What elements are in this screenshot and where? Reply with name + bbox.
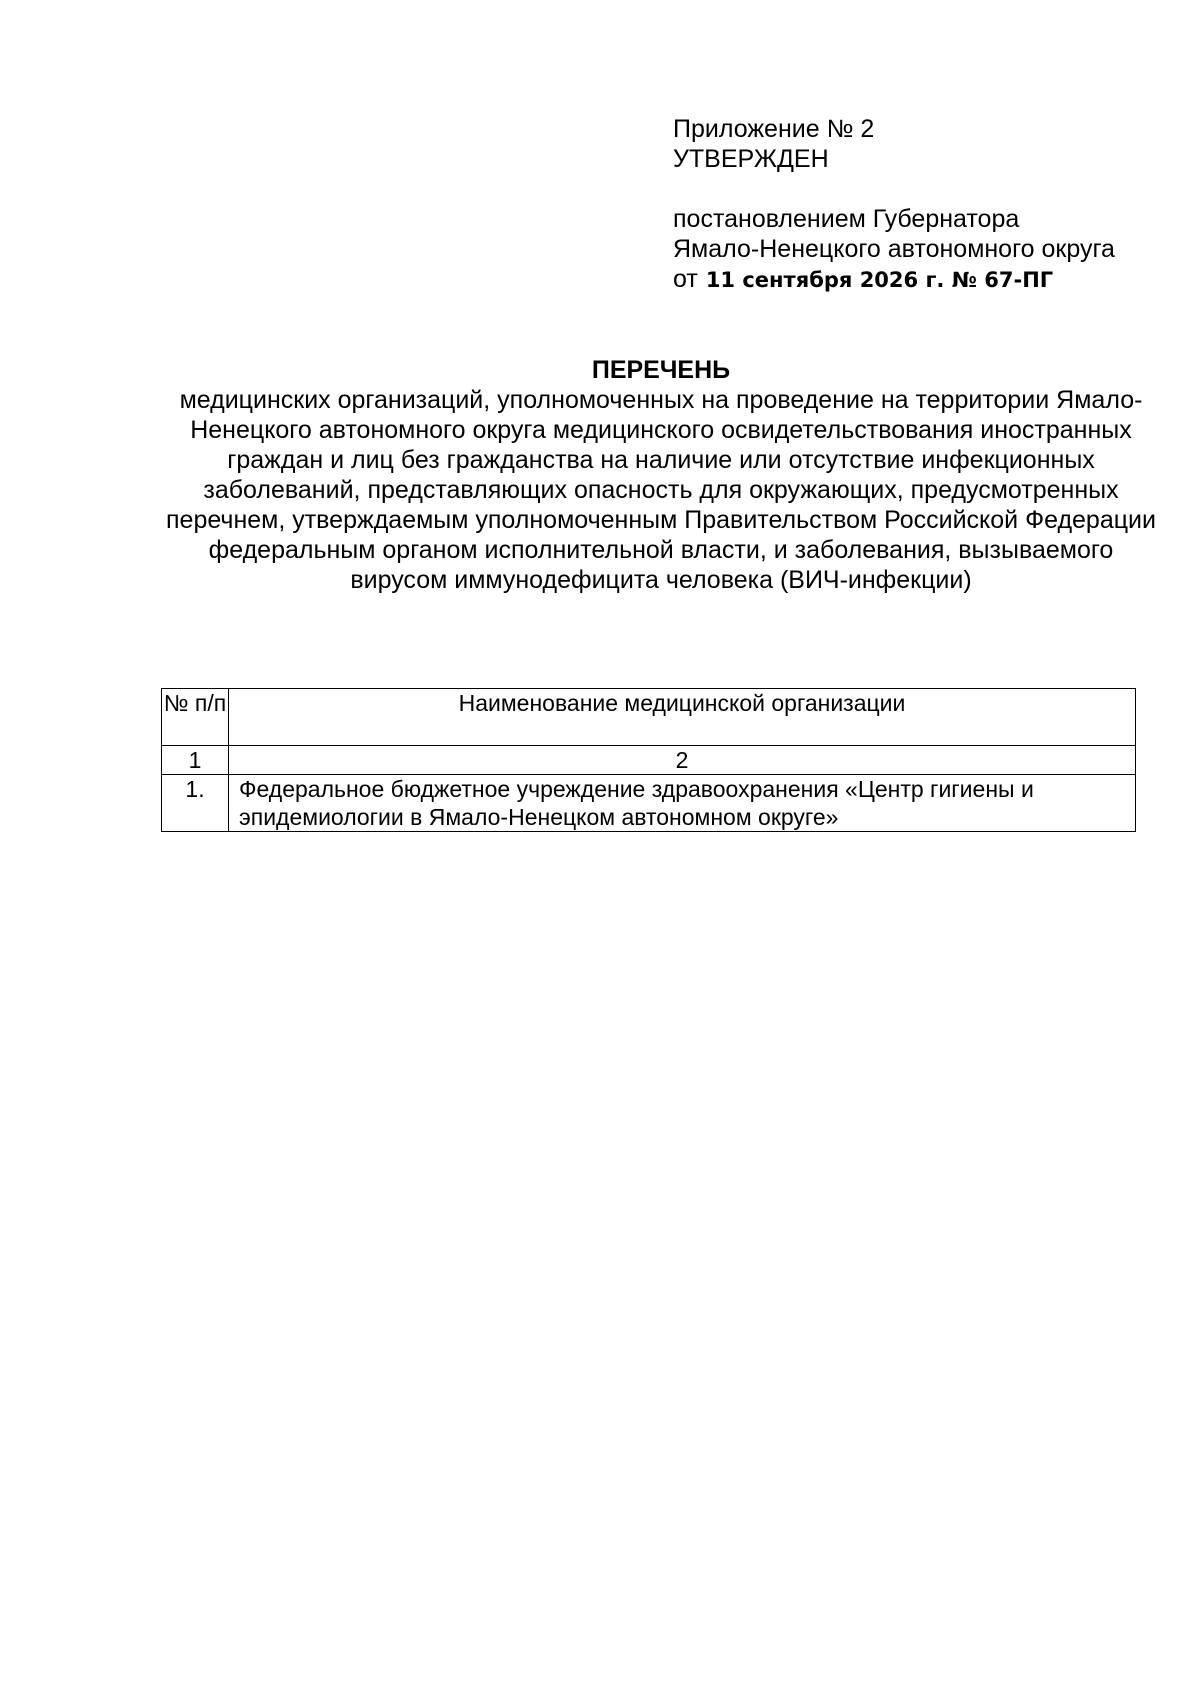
organization-name: Федеральное бюджетное учреждение здравоохранения «Центр гигиены и эпидемиологии в Ямало-Ненецком автономном округе» xyxy=(229,775,1136,832)
row-number: 1. xyxy=(162,775,229,832)
document-heading xyxy=(150,355,1172,595)
resolution-date-line xyxy=(673,264,1173,295)
header-organization-name: Наименование медицинской организации xyxy=(229,689,1136,746)
document-title: ПЕРЕЧЕНЬ xyxy=(591,356,731,384)
region-label: Ямало-Ненецкого автономного округа xyxy=(673,235,1115,263)
resolution-date: 11 сентября 2026 г. № 67-ПГ xyxy=(705,268,1054,292)
organizations-table xyxy=(161,688,1136,832)
column-index-1: 1 xyxy=(162,746,229,775)
resolution-label: постановлением Губернатора xyxy=(673,205,1020,233)
appendix-number: Приложение № 2 xyxy=(673,115,875,143)
table-row xyxy=(162,775,1136,832)
header-number: № п/п xyxy=(162,689,229,746)
approval-spacer xyxy=(673,174,1173,204)
table-header-row xyxy=(162,689,1136,746)
date-prefix: от xyxy=(673,265,698,293)
document-subtitle: медицинских организаций, уполномоченных на проведение на территории Ямало-Ненецкого автономного округа медицинского освидетельствования иностранных граждан и лиц без гражданства на наличие или отсутствие инфекционных заболеваний, представляющих опасность для окружающих, предусмотренных перечнем, утверждаемым уполномоченным Правительством Российской Федерации федеральным органом исполнительной власти, и заболевания, вызываемого вирусом иммунодефицита человека (ВИЧ-инфекции) xyxy=(166,386,1156,594)
column-index-row xyxy=(162,746,1136,775)
column-index-2: 2 xyxy=(229,746,1136,775)
approved-label: УТВЕРЖДЕН xyxy=(673,145,829,173)
approval-block xyxy=(673,114,1173,295)
